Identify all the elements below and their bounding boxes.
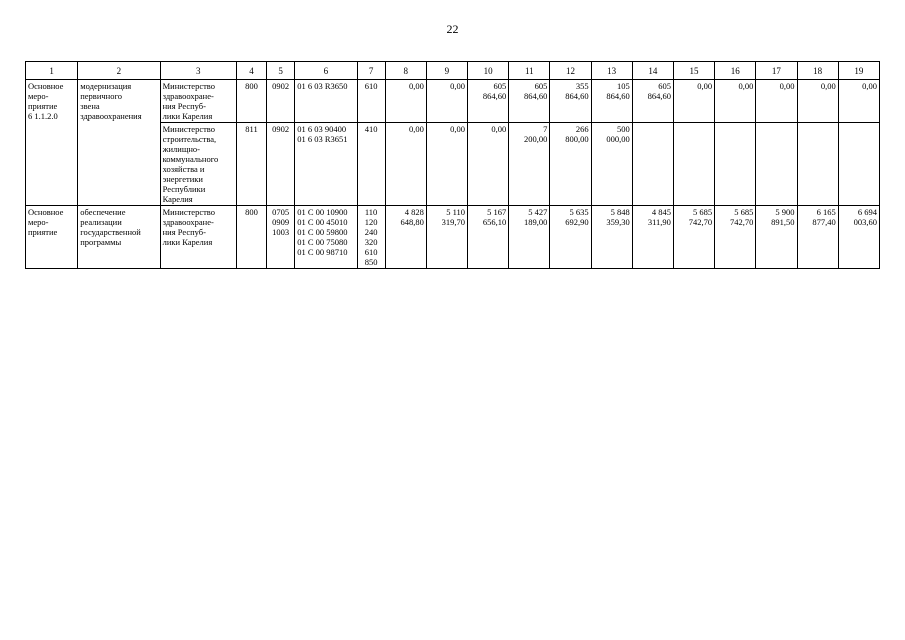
value-cell xyxy=(756,206,797,269)
cell-line: здравоохране- xyxy=(162,217,214,227)
cell-line: 01 6 03 90400 xyxy=(297,124,347,134)
cell-line: 0,00 xyxy=(408,81,424,91)
value-cell xyxy=(468,206,509,269)
cell-line: 864,60 xyxy=(606,91,630,101)
cell-line: 610 xyxy=(364,247,378,257)
cell-line: 648,80 xyxy=(400,217,424,227)
cell-line: 5 685 xyxy=(734,207,754,217)
cell-line: 742,70 xyxy=(729,217,754,227)
value-cell xyxy=(591,206,632,269)
vr-cell xyxy=(357,206,385,269)
cell-line: лики Карелия xyxy=(162,237,213,247)
table-row xyxy=(26,206,880,269)
cell-line: 000,00 xyxy=(606,134,630,144)
column-header: 6 xyxy=(295,62,357,80)
cell-line: 5 900 xyxy=(775,207,795,217)
cell-line: 864,60 xyxy=(524,91,548,101)
value-cell xyxy=(715,80,756,123)
column-header: 16 xyxy=(715,62,756,80)
column-header: 1 xyxy=(26,62,78,80)
value-cell xyxy=(550,206,591,269)
cell-line: 605 xyxy=(493,81,507,91)
cell-line: приятие xyxy=(28,227,58,237)
cell-line: 105 xyxy=(617,81,630,91)
column-header: 5 xyxy=(267,62,295,80)
value-cell xyxy=(673,80,714,123)
cell-line: 605 xyxy=(534,81,548,91)
cell-line: меро- xyxy=(28,91,49,101)
cell-line: коммунального xyxy=(162,154,219,164)
cell-line: звена xyxy=(80,101,100,111)
column-header: 11 xyxy=(509,62,550,80)
cell-line: Республики xyxy=(162,184,206,194)
cell-line: 500 xyxy=(617,124,630,134)
cell-line: 850 xyxy=(364,257,378,267)
value-cell xyxy=(426,80,467,123)
cell-line: 656,10 xyxy=(482,217,507,227)
cell-line: ния Респуб- xyxy=(162,227,206,237)
cell-line: Основное xyxy=(28,207,64,217)
csr-cell xyxy=(295,123,357,206)
value-cell xyxy=(468,123,509,206)
value-cell xyxy=(509,123,550,206)
value-cell xyxy=(426,206,467,269)
value-cell xyxy=(632,80,673,123)
grbs-cell: 800 xyxy=(236,206,266,269)
cell-line: 01 С 00 75080 xyxy=(297,237,348,247)
cell-line: 877,40 xyxy=(812,217,836,227)
cell-line: 0909 xyxy=(272,217,290,227)
value-cell xyxy=(426,123,467,206)
cell-line: 003,60 xyxy=(853,217,877,227)
column-header: 12 xyxy=(550,62,591,80)
value-cell xyxy=(673,206,714,269)
column-header: 10 xyxy=(468,62,509,80)
value-cell xyxy=(591,123,632,206)
column-header: 15 xyxy=(673,62,714,80)
page-number: 22 xyxy=(446,22,459,36)
budget-table xyxy=(25,61,880,269)
table-row xyxy=(26,80,880,123)
vr-cell: 610 xyxy=(357,80,385,123)
cell-line: Карелия xyxy=(162,194,193,204)
cell-line: 0,00 xyxy=(450,124,465,134)
cell-line: программы xyxy=(80,237,122,247)
header-row xyxy=(26,62,880,80)
cell-line: 864,60 xyxy=(647,91,671,101)
value-cell xyxy=(550,123,591,206)
cell-line: здравоохранения xyxy=(80,111,142,121)
cell-line: хозяйства и xyxy=(162,164,205,174)
value-cell xyxy=(838,206,879,269)
cell-line: модернизация xyxy=(80,81,132,91)
cell-line: 5 167 xyxy=(487,207,507,217)
cell-line: обеспечение xyxy=(80,207,126,217)
rzpr-cell xyxy=(267,206,295,269)
cell-line: 355 xyxy=(575,81,589,91)
cell-line: 864,60 xyxy=(565,91,589,101)
rzpr-cell: 0902 xyxy=(267,80,295,123)
cell-line: 864,60 xyxy=(482,91,507,101)
value-cell xyxy=(385,80,426,123)
cell-line: жилищно- xyxy=(162,144,200,154)
column-header: 7 xyxy=(357,62,385,80)
column-header: 17 xyxy=(756,62,797,80)
value-cell xyxy=(550,80,591,123)
goal-cell xyxy=(78,80,160,206)
cell-line: 320 xyxy=(364,237,378,247)
cell-line: 6 694 xyxy=(857,207,877,217)
value-cell xyxy=(673,123,714,206)
cell-line: 0,00 xyxy=(450,81,465,91)
cell-line: государственной xyxy=(80,227,141,237)
cell-line: Основное xyxy=(28,81,64,91)
value-cell xyxy=(756,80,797,123)
column-header: 2 xyxy=(78,62,160,80)
grbs-cell: 800 xyxy=(236,80,266,123)
cell-line: 0,00 xyxy=(779,81,795,91)
cell-line: 4 828 xyxy=(404,207,424,217)
cell-line: первичного xyxy=(80,91,122,101)
goal-cell xyxy=(78,206,160,269)
column-header: 4 xyxy=(236,62,266,80)
cell-line: 0,00 xyxy=(820,81,836,91)
value-cell xyxy=(838,123,879,206)
csr-cell: 01 6 03 R3650 xyxy=(295,80,357,123)
cell-line: 01 6 03 R3651 xyxy=(297,134,348,144)
executor-cell xyxy=(160,206,236,269)
cell-line: 6 1.1.2.0 xyxy=(28,111,58,121)
value-cell xyxy=(385,206,426,269)
cell-line: 120 xyxy=(364,217,378,227)
value-cell xyxy=(715,123,756,206)
value-cell xyxy=(591,80,632,123)
value-cell xyxy=(509,206,550,269)
cell-line: 01 С 00 10900 xyxy=(297,207,348,217)
cell-line: 5 427 xyxy=(528,207,548,217)
vr-cell: 410 xyxy=(357,123,385,206)
value-cell xyxy=(797,80,838,123)
column-header: 9 xyxy=(426,62,467,80)
cell-line: меро- xyxy=(28,217,49,227)
cell-line: 0,00 xyxy=(697,81,713,91)
cell-line: приятие xyxy=(28,101,58,111)
cell-line: 319,70 xyxy=(441,217,465,227)
cell-line: 01 С 00 98710 xyxy=(297,247,348,257)
value-cell xyxy=(385,123,426,206)
rzpr-cell: 0902 xyxy=(267,123,295,206)
column-header: 13 xyxy=(591,62,632,80)
cell-line: 4 845 xyxy=(651,207,671,217)
cell-line: 01 С 00 45010 xyxy=(297,217,348,227)
executor-cell xyxy=(160,80,236,123)
column-header: 18 xyxy=(797,62,838,80)
cell-line: 5 110 xyxy=(446,207,465,217)
cell-line: 5 848 xyxy=(610,207,630,217)
column-header: 14 xyxy=(632,62,673,80)
value-cell xyxy=(715,206,756,269)
value-cell xyxy=(797,123,838,206)
cell-line: реализации xyxy=(80,217,122,227)
cell-line: 891,50 xyxy=(771,217,795,227)
cell-line: 0,00 xyxy=(738,81,754,91)
cell-line: строительства, xyxy=(162,134,217,144)
event-cell xyxy=(26,206,78,269)
cell-line: 110 xyxy=(364,207,378,217)
cell-line: лики Карелия xyxy=(162,111,213,121)
cell-line: 6 165 xyxy=(816,207,836,217)
cell-line: 800,00 xyxy=(565,134,589,144)
cell-line: 742,70 xyxy=(688,217,713,227)
cell-line: энергетики xyxy=(162,174,203,184)
value-cell xyxy=(797,206,838,269)
value-cell xyxy=(632,123,673,206)
value-cell xyxy=(838,80,879,123)
value-cell xyxy=(756,123,797,206)
cell-line: 311,90 xyxy=(647,217,671,227)
cell-line: 0,00 xyxy=(862,81,877,91)
grbs-cell: 811 xyxy=(236,123,266,206)
executor-cell xyxy=(160,123,236,206)
value-cell xyxy=(468,80,509,123)
cell-line: 0705 xyxy=(272,207,290,217)
cell-line: 240 xyxy=(364,227,378,237)
value-cell xyxy=(632,206,673,269)
cell-line: 7 xyxy=(543,124,548,134)
cell-line: Министерство xyxy=(162,124,216,134)
cell-line: 200,00 xyxy=(524,134,548,144)
cell-line: ния Респуб- xyxy=(162,101,206,111)
cell-line: 5 635 xyxy=(569,207,589,217)
cell-line: Министерство xyxy=(162,207,216,217)
cell-line: 266 xyxy=(575,124,589,134)
cell-line: 605 xyxy=(658,81,671,91)
cell-line: 0,00 xyxy=(408,124,424,134)
csr-cell xyxy=(295,206,357,269)
cell-line: 1003 xyxy=(272,227,290,237)
column-header: 3 xyxy=(160,62,236,80)
cell-line: Министерство xyxy=(162,81,216,91)
cell-line: 692,90 xyxy=(565,217,589,227)
value-cell xyxy=(509,80,550,123)
column-header: 8 xyxy=(385,62,426,80)
cell-line: 359,30 xyxy=(606,217,630,227)
cell-line: 5 685 xyxy=(693,207,713,217)
event-cell xyxy=(26,80,78,206)
cell-line: 0,00 xyxy=(491,124,507,134)
cell-line: здравоохране- xyxy=(162,91,214,101)
cell-line: 01 С 00 59800 xyxy=(297,227,348,237)
column-header: 19 xyxy=(838,62,879,80)
cell-line: 189,00 xyxy=(524,217,548,227)
